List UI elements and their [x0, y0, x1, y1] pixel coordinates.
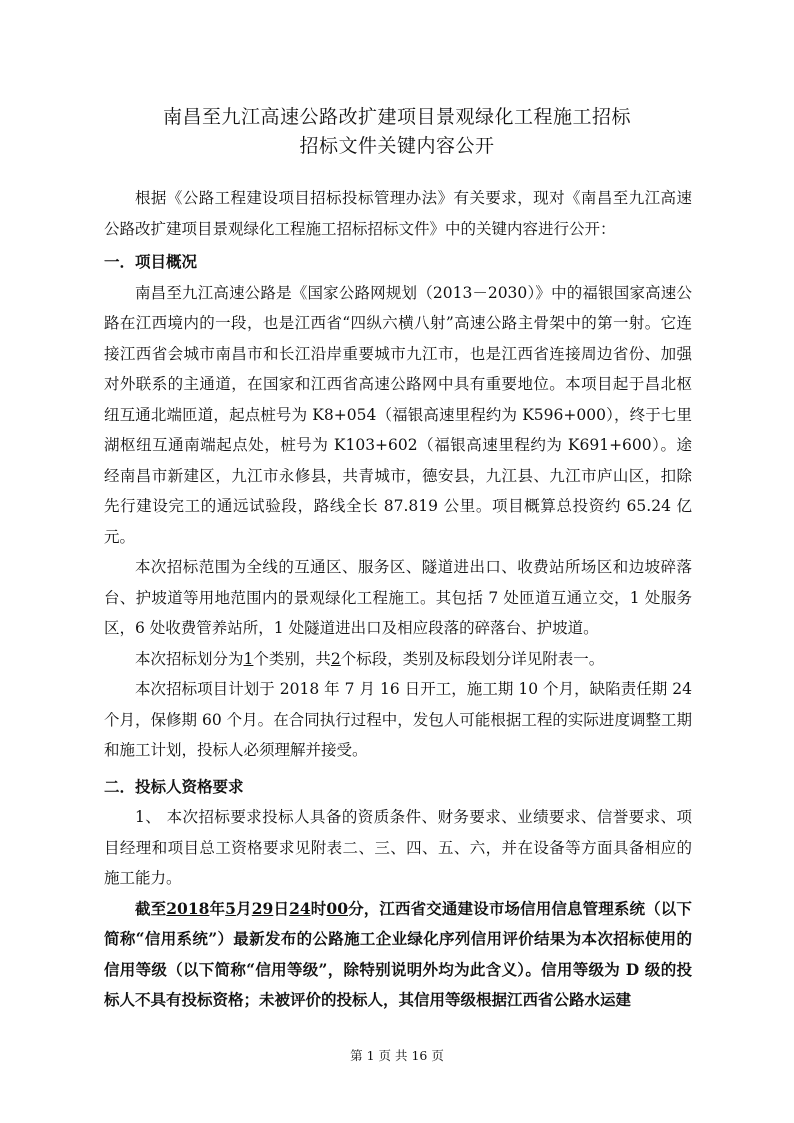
section1-paragraph2: 本次招标范围为全线的互通区、服务区、隧道进出口、收费站所场区和边坡碎落台、护坡道等用地范围内的景观绿化工程施工。其包括 7 处匝道互通立交，1 处服务区，6 处收费管养站所，1 处隧道进出口及相应段落的碎落台、护坡道。 — [104, 558, 692, 637]
para2-rest: 分，江西省交通建设市场信用信息管理系统（以下简称“信用系统”）最新发布的公路施工企业绿化序列信用评价结果为本次招标使用的信用等级（以下简称“信用等级”，除特别说明外均为此含义）。信用等级为 D 级的投标人不具有投标资格；未被评价的投标人，其信用等级根据江西省公路水运建 — [104, 898, 692, 1009]
deadline-hour: 24 — [289, 898, 311, 918]
document-body — [104, 183, 692, 1016]
month-label: 月 — [235, 898, 252, 918]
section1-heading: 一．项目概况 — [104, 253, 198, 271]
section2-paragraph1: 1、 本次招标要求投标人具备的资质条件、财务要求、业绩要求、信誉要求、项目经理和项目总工资格要求见附表二、三、四、五、六，并在设备等方面具备相应的施工能力。 — [104, 808, 692, 887]
section1-paragraph4: 本次招标项目计划于 2018 年 7 月 16 日开工，施工期 10 个月，缺陷责任期 24 个月，保修期 60 个月。在合同执行过程中，发包人可能根据工程的实际进度调整工期和施工计划，投标人必须理解并接受。 — [104, 680, 692, 759]
para3-pre: 本次招标划分为 — [135, 649, 244, 668]
para2-pre: 截至 — [135, 898, 167, 918]
page-footer: 第 1 页 共 16 页 — [350, 1048, 444, 1063]
year-label: 年 — [209, 898, 226, 918]
deadline-minute: 00 — [326, 898, 348, 918]
deadline-month: 5 — [225, 898, 236, 918]
deadline-day: 29 — [251, 898, 274, 918]
section1-paragraph3 — [104, 644, 692, 675]
section1-paragraph1: 南昌至九江高速公路是《国家公路网规划（2013－2030）》中的福银国家高速公路在江西境内的一段，也是江西省“四纵六横八射”高速公路主骨架中的第一射。它连接江西省会城市南昌市和长江沿岸重要城市九江市，也是江西省连接周边省份、加强对外联系的主通道，在国家和江西省高速公路网中具有重要地位。本项目起于昌北枢纽互通北端匝道，起点桩号为 K8+054（福银高速里程约为 K596+000），终于七里湖枢纽互通南端起点处，桩号为 K103+602（福银高速里程约为 K691+600）。途经南昌市新建区，九江市永修县，共青城市，德安县，九江县、九江市庐山区，扣除先行建设完工的通远试验段，路线全长 87.819 公里。项目概算总投资约 65.24 亿元。 — [104, 283, 692, 546]
lot-count: 2 — [330, 649, 341, 668]
hour-label: 时 — [310, 898, 327, 918]
section2-heading: 二．投标人资格要求 — [104, 777, 244, 796]
para3-mid: 个类别，共 — [253, 649, 331, 668]
deadline-year: 2018 — [166, 898, 210, 918]
day-label: 日 — [273, 898, 290, 918]
para3-post: 个标段，类别及标段划分详见附表一。 — [340, 649, 605, 668]
section2-paragraph2 — [104, 894, 692, 1016]
intro-paragraph: 根据《公路工程建设项目招标投标管理办法》有关要求，现对《南昌至九江高速公路改扩建项目景观绿化工程施工招标招标文件》中的关键内容进行公开： — [104, 189, 692, 238]
document-title-line2: 招标文件关键内容公开 — [299, 135, 495, 157]
document-title-line1: 南昌至九江高速公路改扩建项目景观绿化工程施工招标 — [162, 106, 631, 128]
category-count: 1 — [243, 649, 254, 668]
